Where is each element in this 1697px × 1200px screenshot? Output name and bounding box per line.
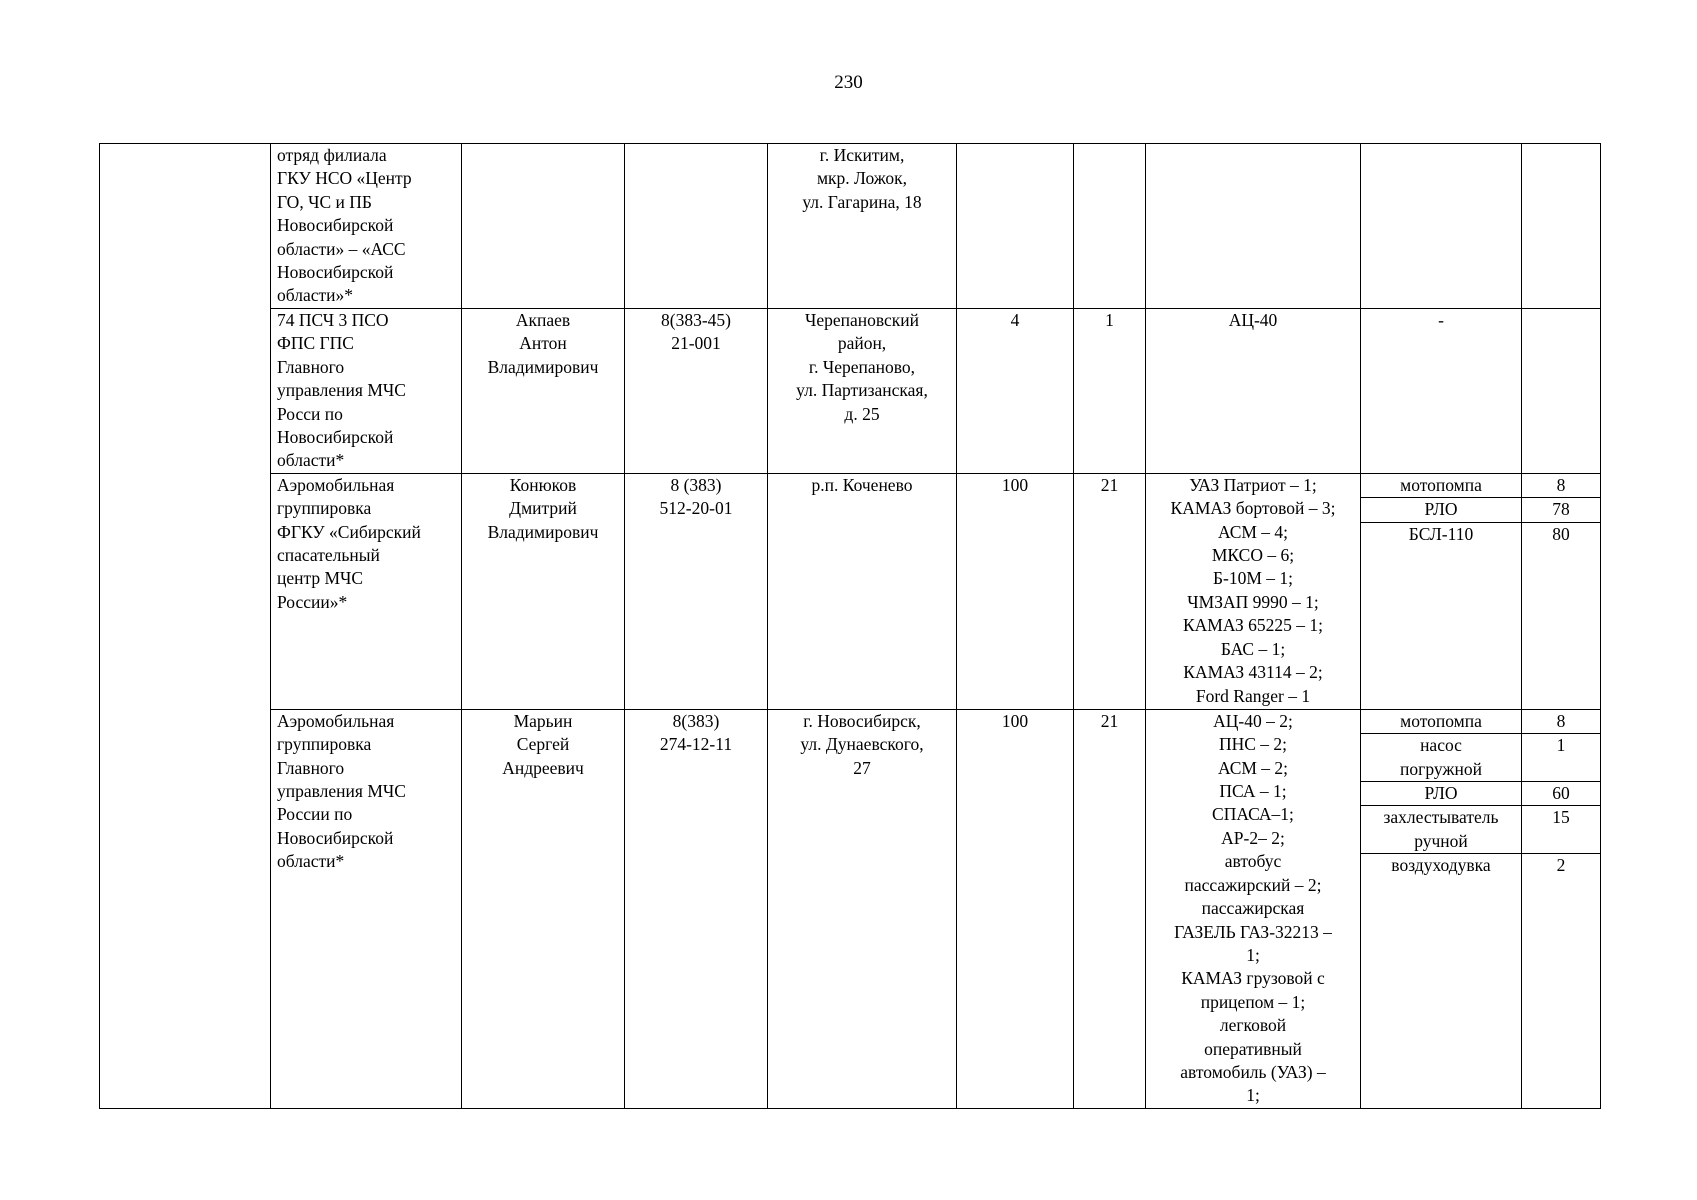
head-cell	[462, 144, 625, 309]
phone-cell: 8(383-45) 21-001	[625, 309, 768, 474]
quantity-item: 15	[1522, 806, 1600, 854]
units-cell: 21	[1074, 709, 1146, 1108]
quantity-item: 8	[1522, 474, 1600, 498]
quantity-item: 60	[1522, 782, 1600, 806]
personnel-cell: 100	[957, 473, 1074, 709]
organization-cell: Аэромобильная группировка Главного управления МЧС России по Новосибирской области*	[271, 709, 462, 1108]
head-cell: Конюков Дмитрий Владимирович	[462, 473, 625, 709]
vehicles-cell: АЦ-40 – 2; ПНС – 2; АСМ – 2; ПСА – 1; СПАСА–1; АР-2– 2; автобус пассажирский – 2; пассажирская ГАЗЕЛЬ ГАЗ-32213 – 1; КАМАЗ грузовой с прицепом – 1; легковой оперативный автомобиль (УАЗ) – 1;	[1146, 709, 1361, 1108]
page-number: 230	[834, 72, 863, 93]
organization-cell: отряд филиала ГКУ НСО «Центр ГО, ЧС и ПБ Новосибирской области» – «АСС Новосибирской области»*	[271, 144, 462, 309]
equipment-item: БСЛ-110	[1408, 523, 1474, 544]
quantity-cell	[1522, 309, 1601, 474]
quantity-cell	[1522, 473, 1601, 709]
equipment-item: захлестыватель ручной	[1361, 806, 1521, 854]
phone-cell	[625, 144, 768, 309]
equipment-cell	[1361, 473, 1522, 709]
organization-cell: 74 ПСЧ 3 ПСО ФПС ГПС Главного управления МЧС Росси по Новосибирской области*	[271, 309, 462, 474]
organization-cell: Аэромобильная группировка ФГКУ «Сибирский спасательный центр МЧС России»*	[271, 473, 462, 709]
address-cell: г. Новосибирск, ул. Дунаевского, 27	[768, 709, 957, 1108]
phone-cell: 8 (383) 512-20-01	[625, 473, 768, 709]
equipment-item: мотопомпа	[1361, 474, 1521, 498]
address-cell: Черепановский район, г. Черепаново, ул. Партизанская, д. 25	[768, 309, 957, 474]
units-cell: 1	[1074, 309, 1146, 474]
personnel-cell: 4	[957, 309, 1074, 474]
head-cell: Акпаев Антон Владимирович	[462, 309, 625, 474]
phone-cell: 8(383) 274-12-11	[625, 709, 768, 1108]
address-cell: г. Искитим, мкр. Ложок, ул. Гагарина, 18	[768, 144, 957, 309]
quantity-item: 8	[1522, 710, 1600, 734]
quantity-item: 2	[1556, 855, 1566, 876]
resources-table	[99, 143, 1601, 1109]
table-row	[100, 144, 1601, 309]
personnel-cell: 100	[957, 709, 1074, 1108]
table-row	[100, 709, 1601, 1108]
table-row	[100, 473, 1601, 709]
vehicles-cell	[1146, 144, 1361, 309]
address-cell: р.п. Коченево	[768, 473, 957, 709]
quantity-item: 80	[1552, 523, 1570, 544]
vehicles-cell: УАЗ Патриот – 1; КАМАЗ бортовой – 3; АСМ – 4; МКСО – 6; Б-10М – 1; ЧМЗАП 9990 – 1; КАМАЗ 65225 – 1; БАС – 1; КАМАЗ 43114 – 2; Ford Ranger – 1	[1146, 473, 1361, 709]
units-cell	[1074, 144, 1146, 309]
equipment-item: РЛО	[1361, 782, 1521, 806]
equipment-item: РЛО	[1361, 498, 1521, 522]
vehicles-cell: АЦ-40	[1146, 309, 1361, 474]
head-cell: Марьин Сергей Андреевич	[462, 709, 625, 1108]
quantity-cell	[1522, 144, 1601, 309]
equipment-item: мотопомпа	[1361, 710, 1521, 734]
equipment-cell	[1361, 144, 1522, 309]
equipment-cell: -	[1361, 309, 1522, 474]
equipment-item: насос погружной	[1361, 734, 1521, 782]
quantity-item: 1	[1522, 734, 1600, 782]
units-cell: 21	[1074, 473, 1146, 709]
personnel-cell	[957, 144, 1074, 309]
table-row	[100, 309, 1601, 474]
region-cell	[100, 144, 271, 1109]
quantity-item: 78	[1522, 498, 1600, 522]
quantity-cell	[1522, 709, 1601, 1108]
equipment-cell	[1361, 709, 1522, 1108]
equipment-item: воздуходувка	[1391, 855, 1491, 876]
